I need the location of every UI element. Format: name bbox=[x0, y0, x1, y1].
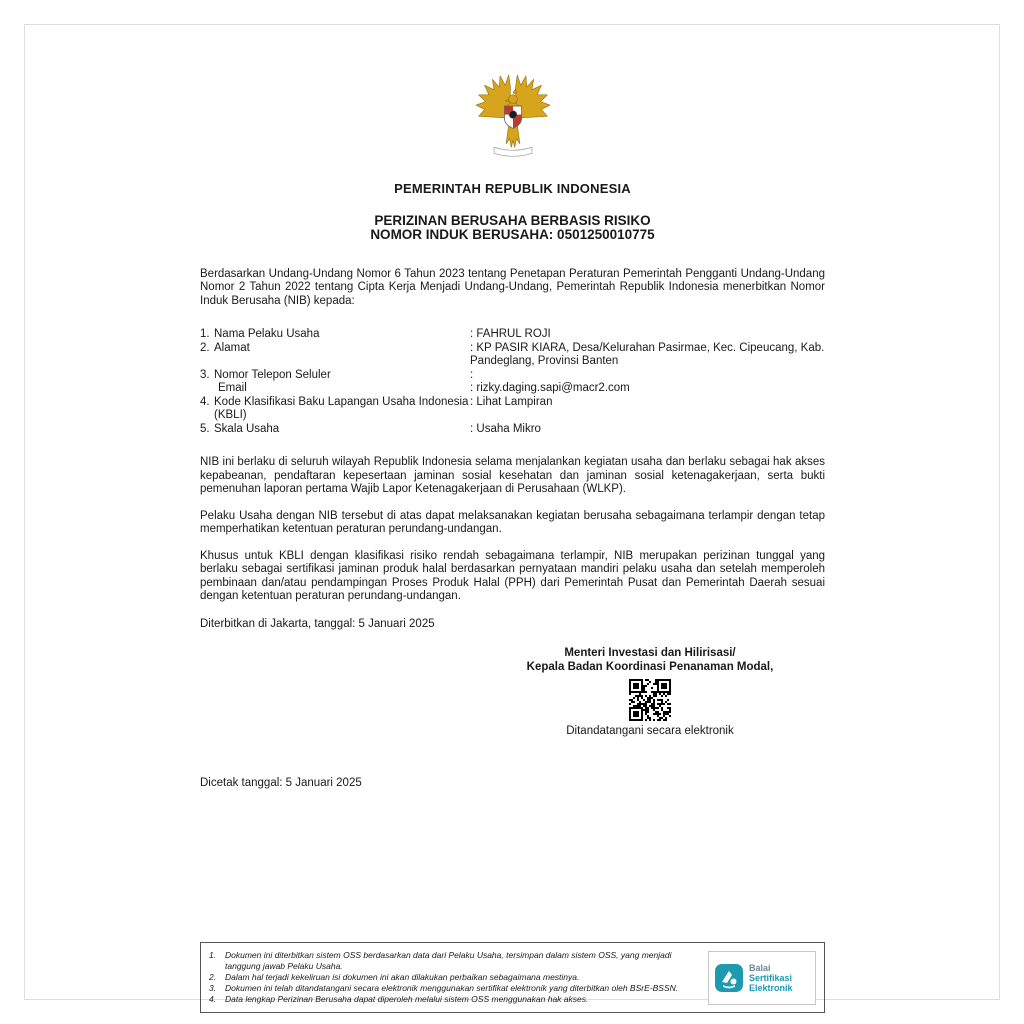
note-number: 1. bbox=[209, 950, 217, 960]
printed-date: Dicetak tanggal: 5 Januari 2025 bbox=[200, 776, 362, 789]
footer-notes bbox=[209, 950, 698, 1005]
document-page bbox=[200, 0, 825, 1013]
field-telepon bbox=[200, 369, 825, 383]
field-label: Alamat bbox=[214, 341, 250, 354]
field-value: : bbox=[470, 368, 474, 381]
field-number: 2. bbox=[200, 341, 210, 354]
field-nama-pelaku-usaha bbox=[200, 328, 825, 342]
garuda-eagle-icon bbox=[470, 60, 556, 164]
field-number: 1. bbox=[200, 328, 210, 340]
field-label: Kode Klasifikasi Baku Lapangan Usaha Indonesia (KBLI) bbox=[214, 395, 469, 421]
field-kbli bbox=[200, 396, 825, 423]
note-text: Dokumen ini diterbitkan sistem OSS berdasarkan data dari Pelaku Usaha, tersimpan dalam sistem OSS, yang menjadi tanggung jawab Pelaku Usaha. bbox=[225, 950, 672, 971]
footer-note bbox=[209, 972, 698, 983]
nib-number: NOMOR INDUK BERUSAHA: 0501250010775 bbox=[370, 227, 655, 242]
field-value: : KP PASIR KIARA, Desa/Kelurahan Pasirmae, Kec. Cipeucang, Kab. Pandeglang, Provinsi Banten bbox=[470, 341, 825, 367]
field-value: : Usaha Mikro bbox=[470, 422, 541, 435]
field-value: : Lihat Lampiran bbox=[470, 395, 553, 408]
paragraph-nib-scope: NIB ini berlaku di seluruh wilayah Republik Indonesia selama menjalankan kegiatan usaha dan berlaku sebagai hak akses kepabeanan, pendaftaran kepesertaan jaminan sosial kesehatan dan jaminan sosial ketenagakerjaan, serta bukti pemenuhan laporan pertama Wajib Lapor Ketenagakerjaan di Perusahaan (WLKP). bbox=[200, 456, 825, 495]
note-text: Dalam hal terjadi kekeliruan isi dokumen ini akan dilakukan perbaikan sebagaimana mestinya. bbox=[225, 972, 580, 982]
field-label: Nomor Telepon Seluler bbox=[214, 368, 331, 381]
footer-disclaimer-box bbox=[200, 942, 825, 1013]
field-number: 3. bbox=[200, 368, 210, 381]
field-alamat bbox=[200, 342, 825, 369]
field-label: Email bbox=[218, 382, 247, 394]
issued-line: Diterbitkan di Jakarta, tanggal: 5 Januari 2025 bbox=[200, 617, 435, 630]
signer-title-line1: Menteri Investasi dan Hilirisasi/ bbox=[564, 647, 736, 659]
footer-note bbox=[209, 950, 698, 972]
field-label: Nama Pelaku Usaha bbox=[214, 328, 320, 340]
note-text: Dokumen ini telah ditandatangani secara elektronik menggunakan sertifikat elektronik yang diterbitkan oleh BSrE-BSSN. bbox=[225, 983, 679, 993]
field-email bbox=[200, 382, 825, 396]
field-number: 5. bbox=[200, 422, 210, 435]
footer-note bbox=[209, 994, 698, 1005]
qr-code-image bbox=[629, 679, 671, 721]
paragraph-kbli-halal: Khusus untuk KBLI dengan klasifikasi risiko rendah sebagaimana terlampir, NIB merupakan perizinan tunggal yang berlaku sebagai sertifikasi jaminan produk halal berdasarkan pernyataan mandiri pelaku usaha dan setelah memperoleh pembinaan dan/atau pendampingan Proses Produk Halal (PPH) dari Pemerintah Pusat dan Pemerintah Daerah sesuai dengan ketentuan peraturan perundang-undangan. bbox=[200, 549, 825, 602]
garuda-pancasila-emblem bbox=[470, 60, 556, 164]
intro-paragraph: Berdasarkan Undang-Undang Nomor 6 Tahun 2023 tentang Penetapan Peraturan Pemerintah Pengganti Undang-Undang Nomor 2 Tahun 2022 tentang Cipta Kerja Menjadi Undang-Undang, Pemerintah Republik Indonesia menerbitkan Nomor Induk Berusaha (NIB) kepada: bbox=[200, 267, 825, 307]
note-number: 2. bbox=[209, 972, 217, 982]
field-number: 4. bbox=[200, 395, 210, 408]
note-number: 3. bbox=[209, 983, 217, 993]
signer-title-line2: Kepala Badan Koordinasi Penanaman Modal, bbox=[526, 660, 774, 673]
signature-block bbox=[495, 647, 805, 739]
note-number: 4. bbox=[209, 994, 217, 1004]
field-label: Skala Usaha bbox=[214, 422, 280, 435]
paragraph-pelaku-usaha: Pelaku Usaha dengan NIB tersebut di atas dapat melaksanakan kegiatan berusaha sebagaimana terlampir dengan tetap memperhatikan ketentuan peraturan perundang-undangan. bbox=[200, 509, 825, 535]
field-number bbox=[200, 382, 214, 396]
document-title: PERIZINAN BERUSAHA BERBASIS RISIKO bbox=[374, 212, 651, 228]
field-skala-usaha bbox=[200, 423, 825, 437]
field-value: : rizky.daging.sapi@macr2.com bbox=[470, 382, 630, 394]
field-value: : FAHRUL ROJI bbox=[470, 328, 551, 340]
business-fields bbox=[200, 328, 825, 436]
government-title: PEMERINTAH REPUBLIK INDONESIA bbox=[394, 181, 631, 196]
electronic-signature-note: Ditandatangani secara elektronik bbox=[566, 725, 734, 737]
bsre-line2: Sertifikasi bbox=[749, 972, 793, 983]
bsre-line3: Elektronik bbox=[749, 982, 793, 993]
bsre-logo bbox=[708, 951, 816, 1005]
bsre-logo-text bbox=[749, 963, 793, 993]
bsre-line1: Balai bbox=[749, 962, 771, 973]
qr-code bbox=[629, 679, 671, 721]
bsre-icon bbox=[714, 963, 744, 993]
note-text: Data lengkap Perizinan Berusaha dapat diperoleh melalui sistem OSS menggunakan hak akses. bbox=[225, 994, 589, 1004]
footer-note bbox=[209, 983, 698, 994]
